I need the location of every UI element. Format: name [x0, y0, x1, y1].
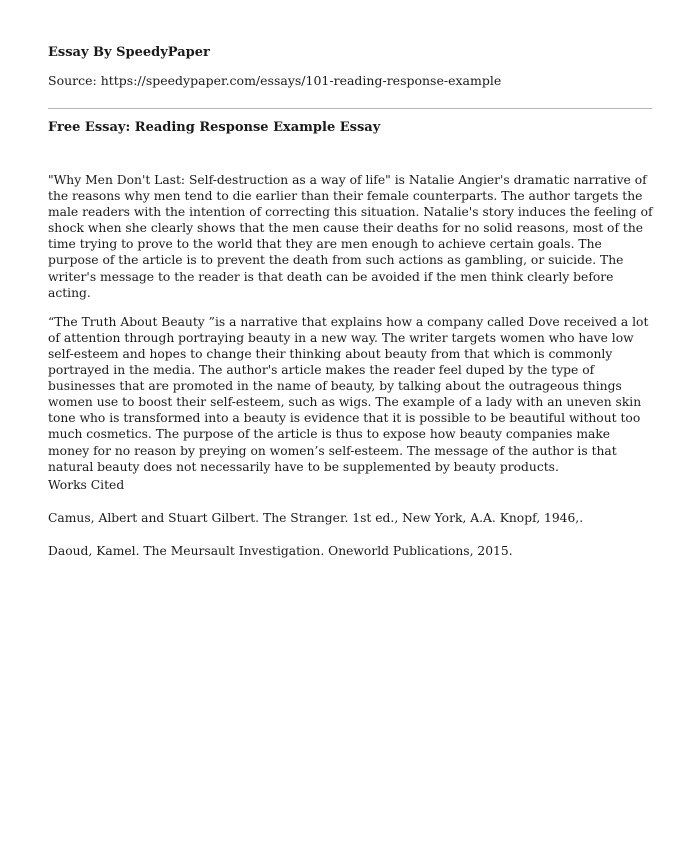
essay-body — [48, 172, 653, 488]
essay-title: Free Essay: Reading Response Example Essay — [48, 120, 381, 135]
header-divider — [48, 108, 652, 109]
essay-paragraph: "Why Men Don't Last: Self-destruction as a way of life" is Natalie Angier's dramatic narrative of the reasons why men tend to die earlier than their female counterparts. The author targets the male readers with the intention of correcting this situation. Natalie's story induces the feeling of shock when she clearly shows that the men cause their deaths for no solid reasons, most of the time trying to prove to the world that they are men enough to achieve certain goals. The purpose of the article is to prevent the death from such actions as gambling, or suicide. The writer's message to the reader is that death can be avoided if the men think clearly before acting. — [48, 173, 653, 300]
document-source-line: Source: https://speedypaper.com/essays/101-reading-response-example — [48, 73, 502, 88]
essay-paragraph: “The Truth About Beauty ”is a narrative that explains how a company called Dove received a lot of attention through portraying beauty in a new way. The writer targets women who have low self-esteem and hopes to change their thinking about beauty from that which is commonly portrayed in the media. The author's article makes the reader feel duped by the type of businesses that are promoted in the name of beauty, by talking about the outrageous things women use to boost their self-esteem, such as wigs. The example of a lady with an uneven skin tone who is transformed into a beauty is evidence that it is possible to be beautiful without too much cosmetics. The purpose of the article is thus to expose how beauty companies make money for no reason by preying on women’s self-esteem. The message of the author is that natural beauty does not necessarily have to be supplemented by beauty products. — [48, 314, 649, 474]
document-header-title: Essay By SpeedyPaper — [48, 45, 210, 60]
works-cited-entry: Camus, Albert and Stuart Gilbert. The Stranger. 1st ed., New York, A.A. Knopf, 1946,. — [48, 511, 584, 525]
works-cited-heading: Works Cited — [48, 478, 125, 492]
works-cited-section — [48, 477, 653, 571]
works-cited-entry: Daoud, Kamel. The Meursault Investigation. Oneworld Publications, 2015. — [48, 544, 513, 558]
